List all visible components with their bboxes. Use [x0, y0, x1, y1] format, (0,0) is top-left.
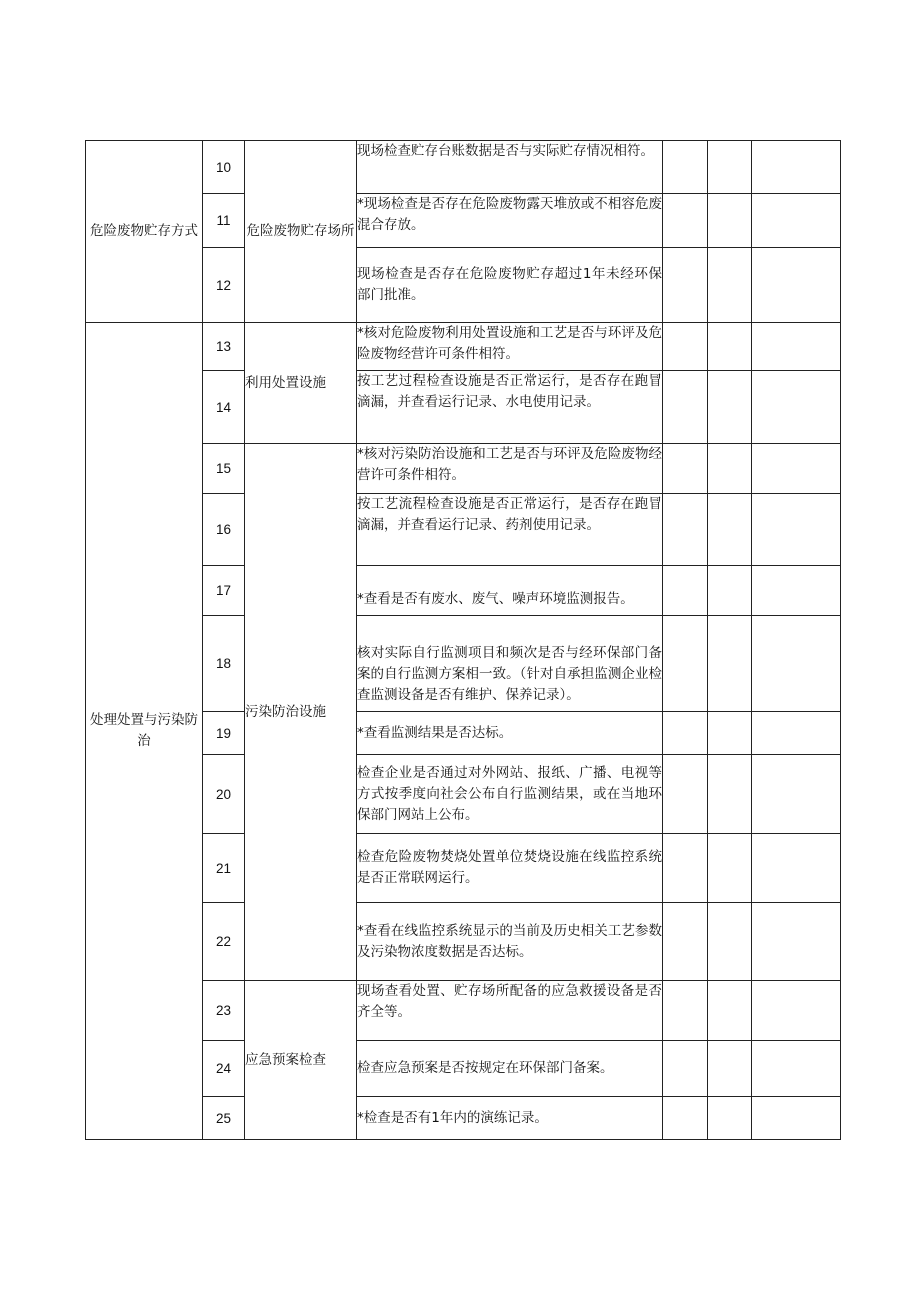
result-cell-2[interactable] [708, 712, 752, 755]
result-cell-1[interactable] [663, 981, 708, 1041]
result-cell-1[interactable] [663, 194, 708, 248]
result-cell-1[interactable] [663, 1097, 708, 1140]
check-item-text: 按工艺过程检查设施是否正常运行，是否存在跑冒滴漏，并查看运行记录、水电使用记录。 [357, 371, 663, 444]
remarks-cell[interactable] [752, 755, 841, 834]
row-number: 25 [203, 1097, 245, 1140]
result-cell-1[interactable] [663, 371, 708, 444]
result-cell-2[interactable] [708, 1097, 752, 1140]
result-cell-2[interactable] [708, 194, 752, 248]
remarks-cell[interactable] [752, 248, 841, 323]
remarks-cell[interactable] [752, 371, 841, 444]
subcategory-storage-site: 危险废物贮存场所 [245, 141, 357, 323]
check-item-text: *查看监测结果是否达标。 [357, 712, 663, 755]
check-item-text: *核对污染防治设施和工艺是否与环评及危险废物经营许可条件相符。 [357, 444, 663, 494]
result-cell-1[interactable] [663, 834, 708, 903]
check-item-text: 现场检查贮存台账数据是否与实际贮存情况相符。 [357, 141, 663, 194]
remarks-cell[interactable] [752, 494, 841, 566]
row-number: 22 [203, 903, 245, 981]
row-number: 23 [203, 981, 245, 1041]
check-item-text: *核对危险废物利用处置设施和工艺是否与环评及危险废物经营许可条件相符。 [357, 323, 663, 371]
result-cell-1[interactable] [663, 248, 708, 323]
result-cell-2[interactable] [708, 834, 752, 903]
check-item-text: 检查应急预案是否按规定在环保部门备案。 [357, 1041, 663, 1097]
row-number: 18 [203, 616, 245, 712]
row-number: 14 [203, 371, 245, 444]
remarks-cell[interactable] [752, 444, 841, 494]
check-item-text: *检查是否有1年内的演练记录。 [357, 1097, 663, 1140]
row-number: 17 [203, 566, 245, 616]
check-item-text: *现场检查是否存在危险废物露天堆放或不相容危废混合存放。 [357, 194, 663, 248]
row-number: 16 [203, 494, 245, 566]
row-number: 13 [203, 323, 245, 371]
result-cell-2[interactable] [708, 141, 752, 194]
remarks-cell[interactable] [752, 903, 841, 981]
row-number: 19 [203, 712, 245, 755]
remarks-cell[interactable] [752, 1041, 841, 1097]
check-item-text: *查看是否有废水、废气、噪声环境监测报告。 [357, 566, 663, 616]
row-number: 11 [203, 194, 245, 248]
subcategory-pollution: 污染防治设施 [245, 444, 357, 981]
result-cell-1[interactable] [663, 712, 708, 755]
check-item-text: *查看在线监控系统显示的当前及历史相关工艺参数及污染物浓度数据是否达标。 [357, 903, 663, 981]
result-cell-2[interactable] [708, 981, 752, 1041]
result-cell-1[interactable] [663, 323, 708, 371]
result-cell-2[interactable] [708, 323, 752, 371]
result-cell-2[interactable] [708, 444, 752, 494]
result-cell-2[interactable] [708, 616, 752, 712]
check-item-text: 检查企业是否通过对外网站、报纸、广播、电视等方式按季度向社会公布自行监测结果，或在当地环保部门网站上公布。 [357, 755, 663, 834]
result-cell-1[interactable] [663, 566, 708, 616]
result-cell-2[interactable] [708, 755, 752, 834]
result-cell-1[interactable] [663, 1041, 708, 1097]
result-cell-2[interactable] [708, 566, 752, 616]
check-item-text: 核对实际自行监测项目和频次是否与经环保部门备案的自行监测方案相一致。（针对自承担监测企业检查监测设备是否有维护、保养记录）。 [357, 616, 663, 712]
result-cell-1[interactable] [663, 494, 708, 566]
result-cell-1[interactable] [663, 755, 708, 834]
remarks-cell[interactable] [752, 1097, 841, 1140]
result-cell-2[interactable] [708, 371, 752, 444]
remarks-cell[interactable] [752, 194, 841, 248]
inspection-checklist-table [85, 140, 841, 1140]
check-item-text: 按工艺流程检查设施是否正常运行，是否存在跑冒滴漏，并查看运行记录、药剂使用记录。 [357, 494, 663, 566]
subcategory-utilization: 利用处置设施 [245, 323, 357, 444]
row-number: 20 [203, 755, 245, 834]
result-cell-1[interactable] [663, 903, 708, 981]
remarks-cell[interactable] [752, 834, 841, 903]
remarks-cell[interactable] [752, 981, 841, 1041]
result-cell-1[interactable] [663, 444, 708, 494]
category-disposal: 处理处置与污染防治 [86, 323, 203, 1140]
row-number: 21 [203, 834, 245, 903]
row-number: 10 [203, 141, 245, 194]
check-item-text: 检查危险废物焚烧处置单位焚烧设施在线监控系统是否正常联网运行。 [357, 834, 663, 903]
result-cell-1[interactable] [663, 141, 708, 194]
row-number: 15 [203, 444, 245, 494]
row-number: 12 [203, 248, 245, 323]
remarks-cell[interactable] [752, 141, 841, 194]
subcategory-emergency: 应急预案检查 [245, 981, 357, 1140]
result-cell-2[interactable] [708, 903, 752, 981]
category-storage: 危险废物贮存方式 [86, 141, 203, 323]
row-number: 24 [203, 1041, 245, 1097]
result-cell-2[interactable] [708, 248, 752, 323]
remarks-cell[interactable] [752, 712, 841, 755]
check-item-text: 现场查看处置、贮存场所配备的应急救援设备是否齐全等。 [357, 981, 663, 1041]
result-cell-2[interactable] [708, 494, 752, 566]
check-item-text: 现场检查是否存在危险废物贮存超过1年未经环保部门批准。 [357, 248, 663, 323]
remarks-cell[interactable] [752, 566, 841, 616]
result-cell-2[interactable] [708, 1041, 752, 1097]
remarks-cell[interactable] [752, 323, 841, 371]
remarks-cell[interactable] [752, 616, 841, 712]
result-cell-1[interactable] [663, 616, 708, 712]
